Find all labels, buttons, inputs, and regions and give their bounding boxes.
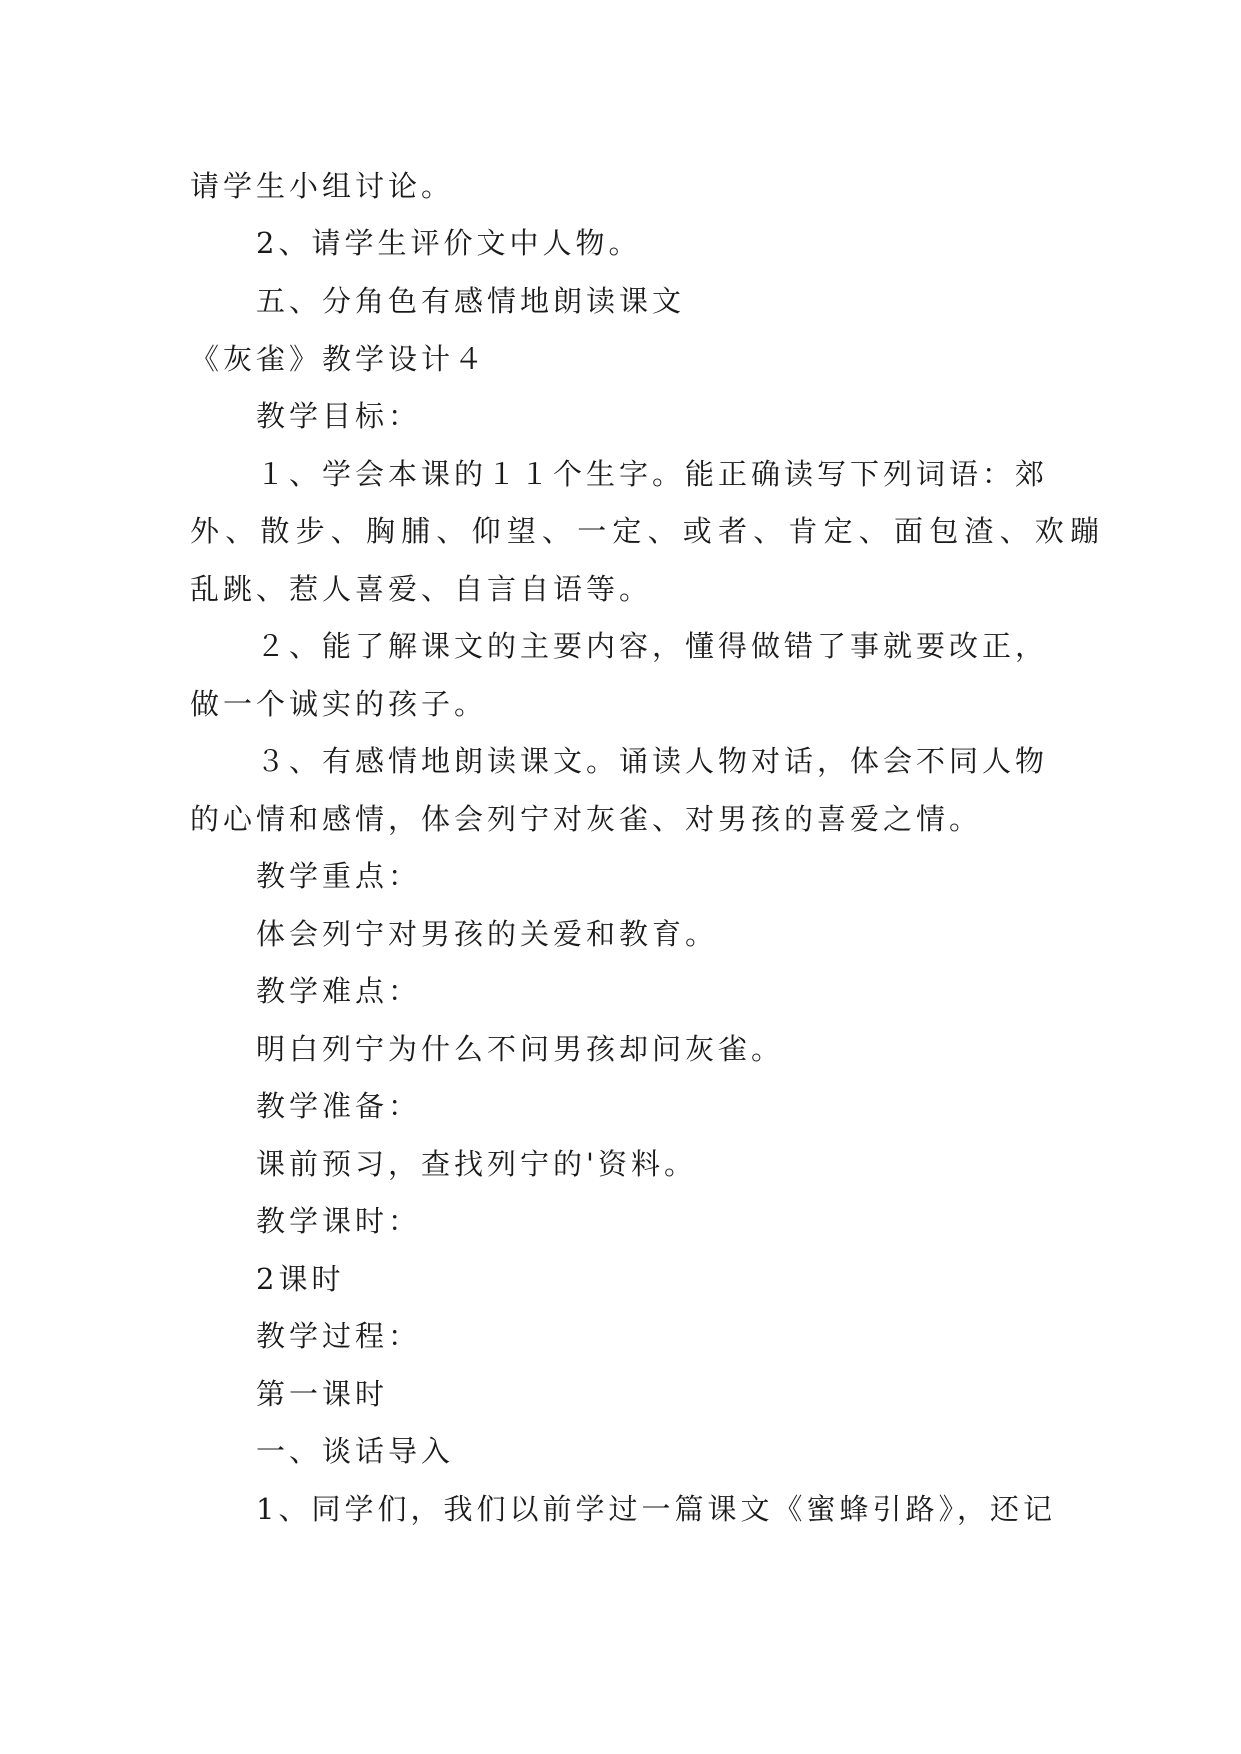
- text-line: 体会列宁对男孩的关爱和教育。: [256, 917, 719, 951]
- text-line: 做一个诚实的孩子。: [190, 687, 488, 721]
- text-line: 2课时: [256, 1262, 345, 1296]
- heading-key-points: 教学重点：: [256, 859, 422, 893]
- text-line: 2、请学生评价文中人物。: [256, 226, 642, 260]
- text-line: 课前预习，查找列宁的'资料。: [256, 1147, 697, 1181]
- text-line: 的心情和感情，体会列宁对灰雀、对男孩的喜爱之情。: [190, 802, 983, 836]
- text-line: ３、有感情地朗读课文。诵读人物对话，体会不同人物: [256, 744, 1049, 778]
- heading-preparation: 教学准备：: [256, 1089, 422, 1123]
- text-line: 五、分角色有感情地朗读课文: [256, 284, 686, 318]
- heading-class-hours: 教学课时：: [256, 1204, 422, 1238]
- text-line: ２、能了解课文的主要内容，懂得做错了事就要改正，: [256, 629, 1049, 663]
- text-line: 1、同学们，我们以前学过一篇课文《蜜蜂引路》，还记: [256, 1492, 1056, 1526]
- text-line: 一、谈话导入: [256, 1434, 455, 1468]
- section-title: 《灰雀》教学设计４: [190, 342, 488, 376]
- text-line: 乱跳、惹人喜爱、自言自语等。: [190, 572, 653, 606]
- text-line: 第一课时: [256, 1377, 389, 1411]
- text-line: 请学生小组讨论。: [190, 169, 455, 203]
- text-line: １、学会本课的１１个生字。能正确读写下列词语：郊: [256, 457, 1049, 491]
- heading-process: 教学过程：: [256, 1319, 422, 1353]
- heading-teaching-goals: 教学目标：: [256, 399, 422, 433]
- heading-difficulties: 教学难点：: [256, 974, 422, 1008]
- text-line: 外、散步、胸脯、仰望、一定、或者、肯定、面包渣、欢蹦: [190, 514, 1106, 548]
- text-line: 明白列宁为什么不问男孩却问灰雀。: [256, 1032, 785, 1066]
